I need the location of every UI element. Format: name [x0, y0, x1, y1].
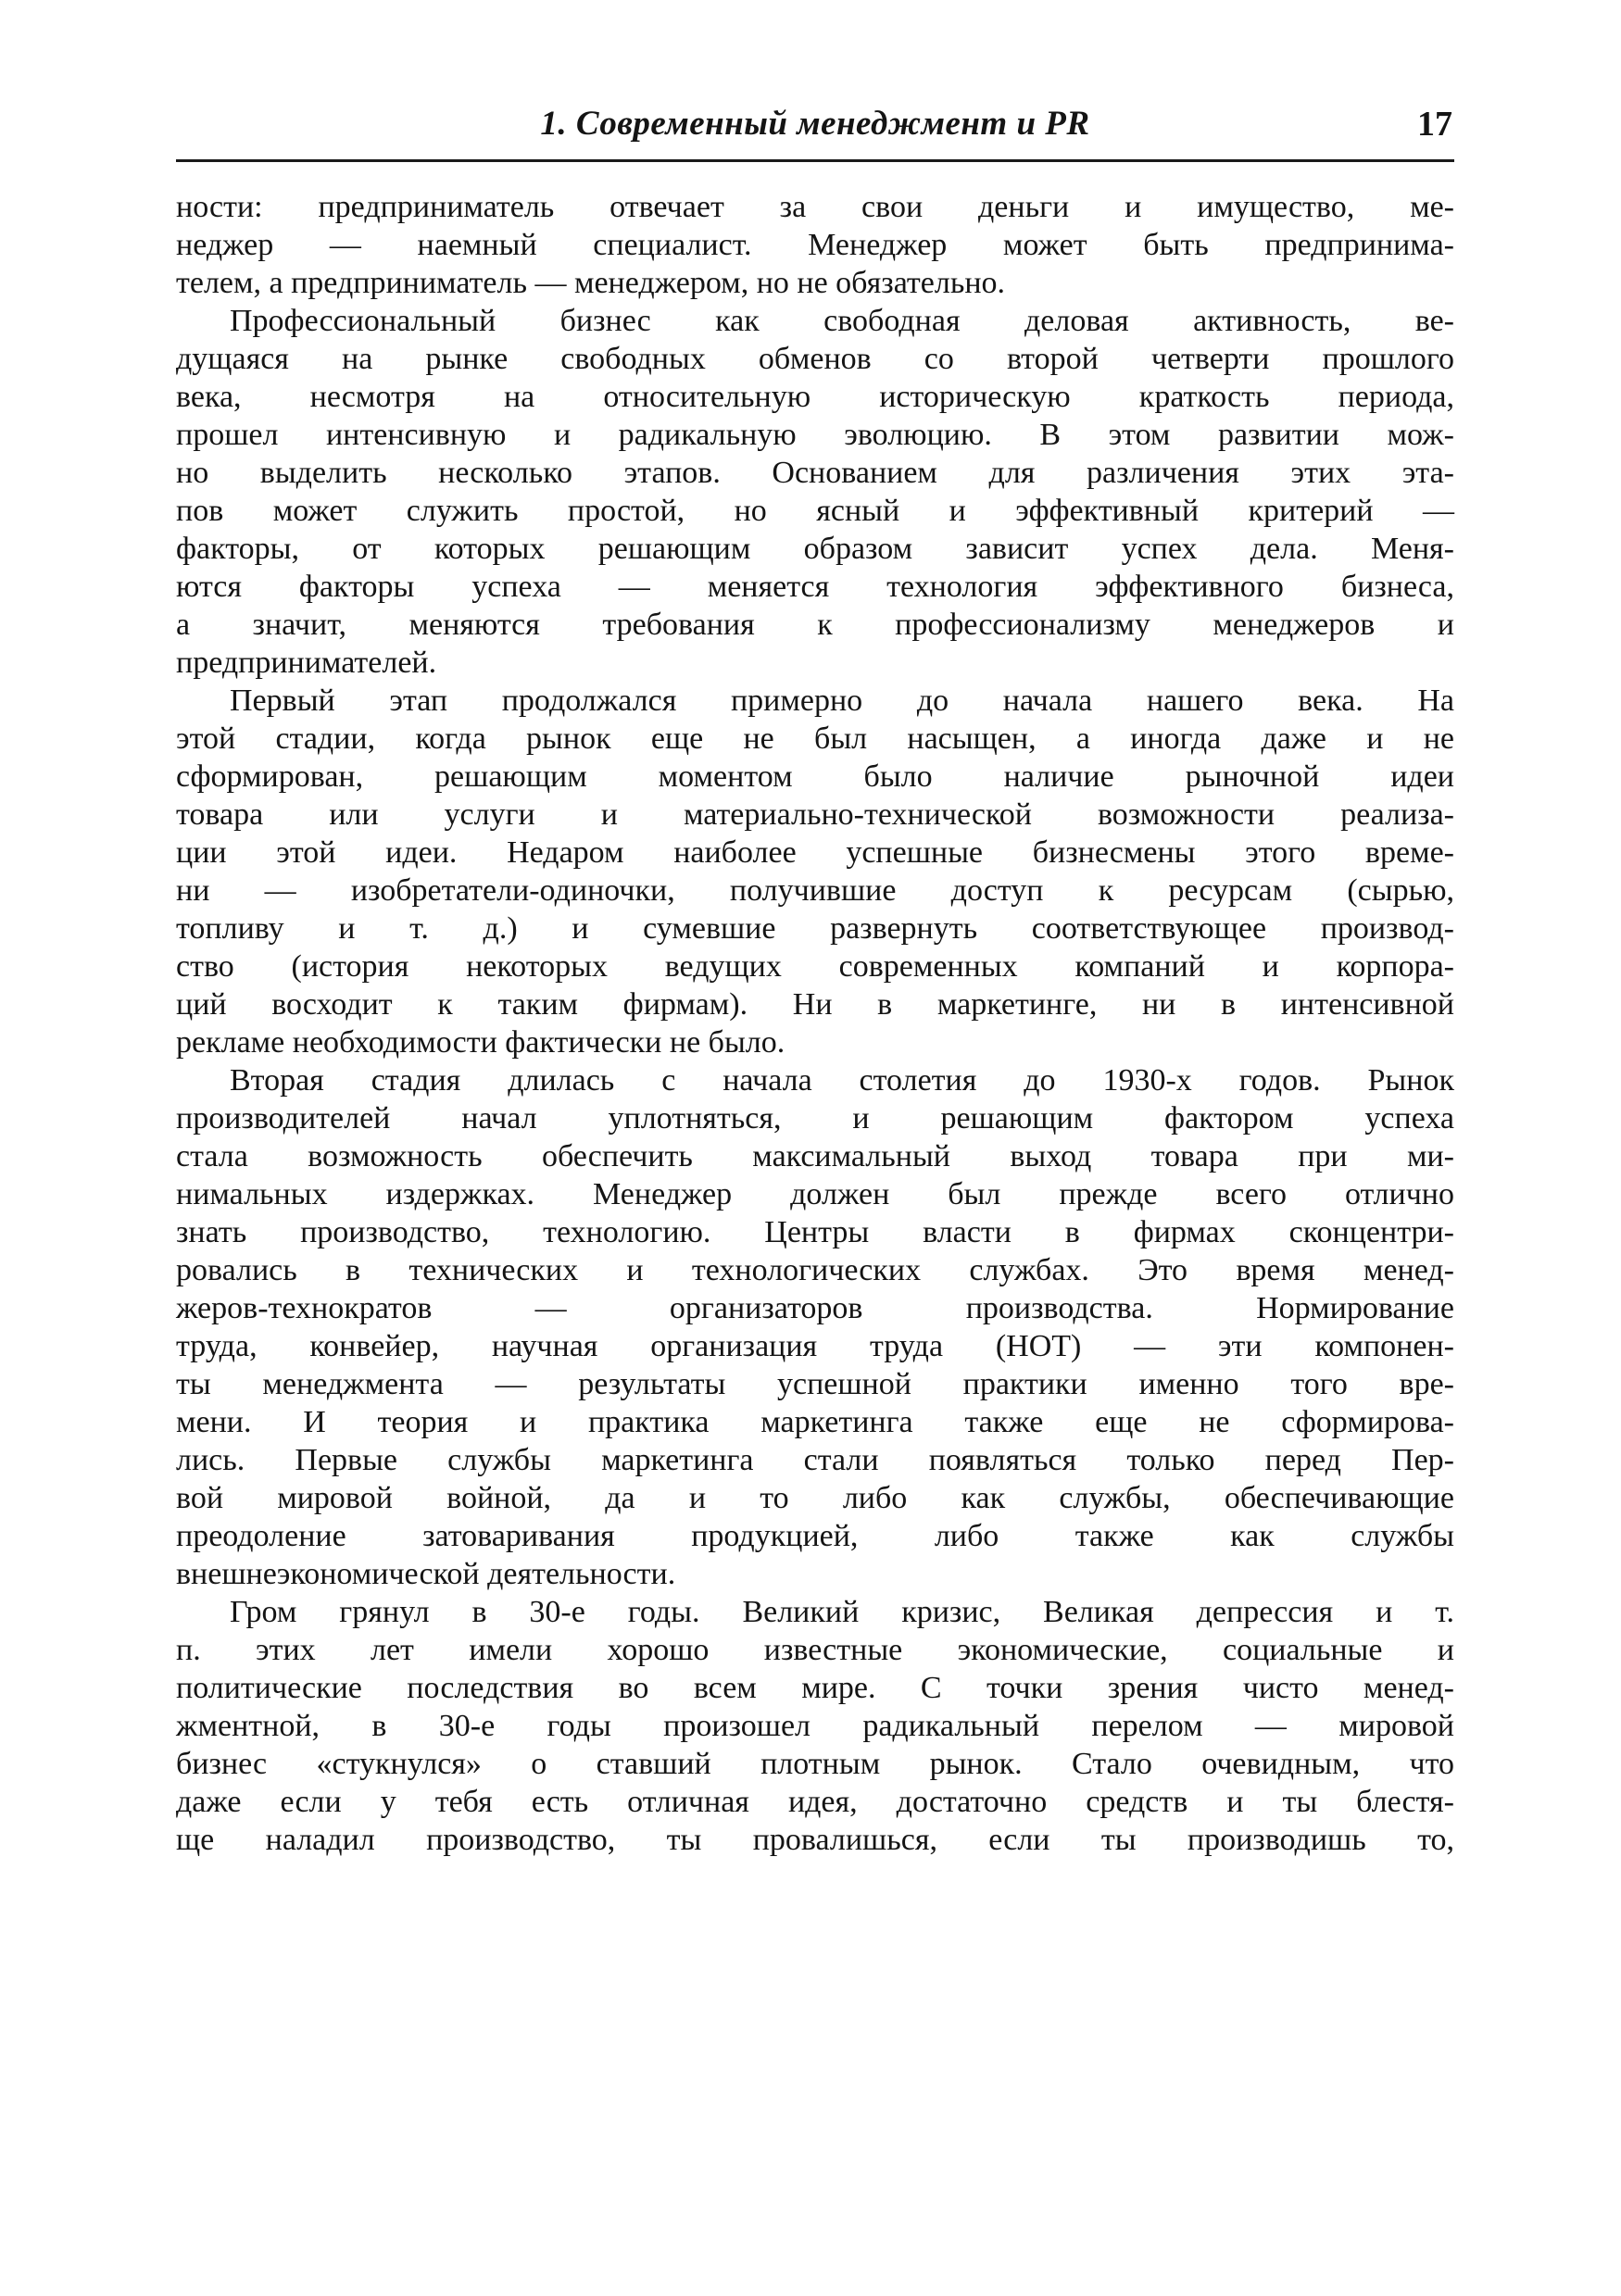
text-line: пов может служить простой, но ясный и эффективный критерий —: [176, 494, 1454, 528]
text-line: ности: предприниматель отвечает за свои деньги и имущество, ме-: [176, 190, 1454, 224]
page-header: [176, 0, 1454, 162]
text-line: производителей начал уплотняться, и решающим фактором успеха: [176, 1101, 1454, 1135]
text-line: ровались в технических и технологических службах. Это время менед-: [176, 1253, 1454, 1287]
paragraph: [176, 188, 1454, 302]
text-line: ще наладил производство, ты провалишься, если ты производишь то,: [176, 1823, 1454, 1857]
paragraph: [176, 302, 1454, 682]
paragraph: [176, 1061, 1454, 1593]
text-line: дущаяся на рынке свободных обменов со второй четверти прошлого: [176, 342, 1454, 376]
text-line: факторы, от которых решающим образом зависит успех дела. Меня-: [176, 532, 1454, 566]
text-line: труда, конвейер, научная организация труда (НОТ) — эти компонен-: [176, 1329, 1454, 1363]
text-line: бизнес «стукнулся» о ставший плотным рынок. Стало очевидным, что: [176, 1747, 1454, 1781]
text-line: а значит, меняются требования к профессионализму менеджеров и: [176, 608, 1454, 642]
text-line: политические последствия во всем мире. С точки зрения чисто менед-: [176, 1671, 1454, 1705]
text-line: знать производство, технологию. Центры власти в фирмах сконцентри-: [176, 1215, 1454, 1249]
running-head-title: 1. Современный менеджмент и PR: [540, 105, 1090, 143]
text-line: предпринимателей.: [176, 646, 437, 680]
text-line: вой мировой войной, да и то либо как службы, обеспечивающие: [176, 1481, 1454, 1515]
paragraph: [176, 1593, 1454, 1859]
text-line: ни — изобретатели-одиночки, получившие доступ к ресурсам (сырью,: [176, 873, 1454, 908]
text-line: жментной, в 30-е годы произошел радикальный перелом — мировой: [176, 1709, 1454, 1743]
text-line: неджер — наемный специалист. Менеджер может быть предпринима-: [176, 228, 1454, 262]
text-line: даже если у тебя есть отличная идея, достаточно средств и ты блестя-: [176, 1785, 1454, 1819]
header-divider: [176, 159, 1454, 162]
text-line: жеров-технократов — организаторов производства. Нормирование: [176, 1291, 1454, 1325]
text-line: Гром грянул в 30-е годы. Великий кризис, Великая депрессия и т.: [230, 1595, 1454, 1629]
text-line: телем, а предприниматель — менеджером, но не обязательно.: [176, 266, 1006, 300]
text-line: рекламе необходимости фактически не было.: [176, 1025, 785, 1060]
text-line: лись. Первые службы маркетинга стали появляться только перед Пер-: [176, 1443, 1454, 1477]
page-content: [176, 0, 1454, 1859]
text-line: ются факторы успеха — меняется технология эффективного бизнеса,: [176, 570, 1454, 604]
text-line: мени. И теория и практика маркетинга также еще не сформирова-: [176, 1405, 1454, 1439]
text-line: внешнеэкономической деятельности.: [176, 1557, 676, 1591]
text-line: преодоление затоваривания продукцией, либо также как службы: [176, 1519, 1454, 1553]
text-line: топливу и т. д.) и сумевшие развернуть соответствующее производ-: [176, 911, 1454, 946]
text-line: нимальных издержках. Менеджер должен был прежде всего отлично: [176, 1177, 1454, 1211]
text-line: но выделить несколько этапов. Основанием для различения этих эта-: [176, 456, 1454, 490]
text-line: прошел интенсивную и радикальную эволюцию. В этом развитии мож-: [176, 418, 1454, 452]
text-line: п. этих лет имели хорошо известные экономические, социальные и: [176, 1633, 1454, 1667]
page-number: 17: [1417, 105, 1452, 144]
text-line: сформирован, решающим моментом было наличие рыночной идеи: [176, 759, 1454, 794]
text-line: этой стадии, когда рынок еще не был насыщен, а иногда даже и не: [176, 721, 1454, 756]
text-line: ты менеджмента — результаты успешной практики именно того вре-: [176, 1367, 1454, 1401]
paragraph: [176, 682, 1454, 1061]
text-line: Вторая стадия длилась с начала столетия до 1930-х годов. Рынок: [230, 1063, 1454, 1098]
text-line: ции этой идеи. Недаром наиболее успешные бизнесмены этого време-: [176, 835, 1454, 870]
text-line: Профессиональный бизнес как свободная деловая активность, ве-: [230, 304, 1454, 338]
text-line: ство (история некоторых ведущих современных компаний и корпора-: [176, 949, 1454, 984]
text-line: Первый этап продолжался примерно до начала нашего века. На: [230, 684, 1454, 718]
text-line: ций восходит к таким фирмам). Ни в маркетинге, ни в интенсивной: [176, 987, 1454, 1022]
text-line: века, несмотря на относительную историческую краткость периода,: [176, 380, 1454, 414]
page-body: [176, 188, 1454, 1859]
text-line: стала возможность обеспечить максимальный выход товара при ми-: [176, 1139, 1454, 1173]
text-line: товара или услуги и материально-технической возможности реализа-: [176, 797, 1454, 832]
